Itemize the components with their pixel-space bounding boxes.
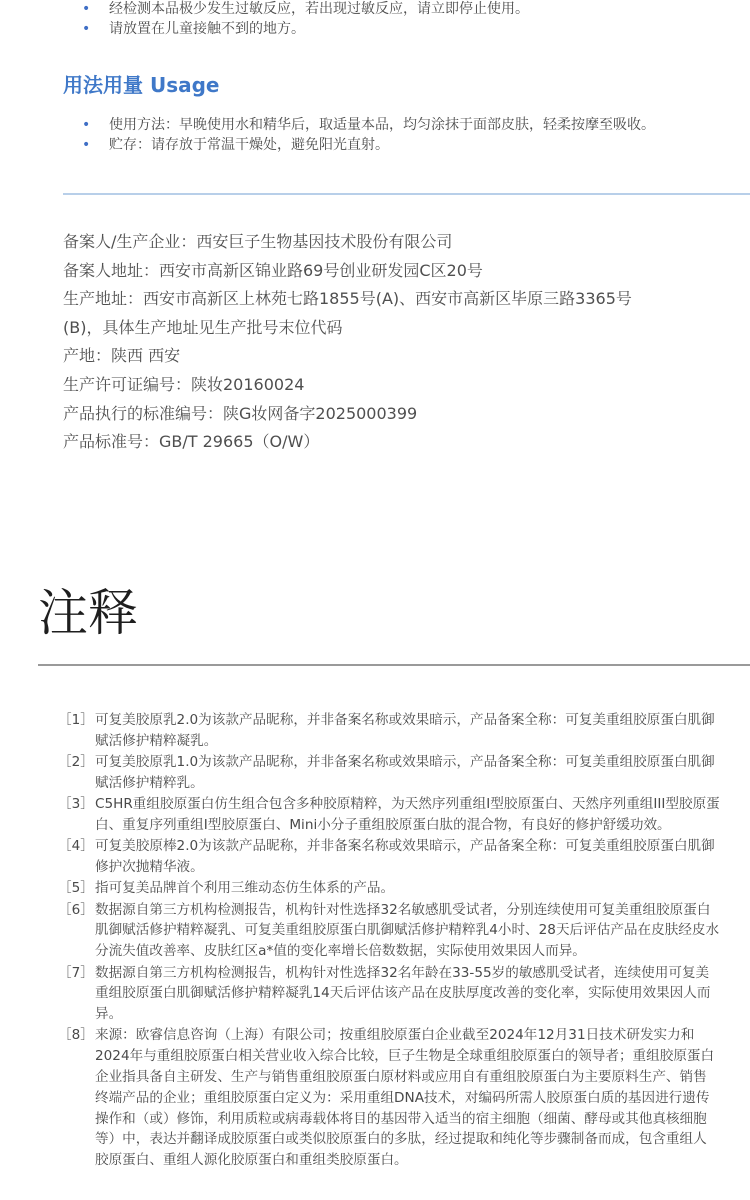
note-item: [58, 836, 720, 878]
note-item: [58, 878, 720, 899]
info-line: (B)，具体生产地址见生产批号末位代码: [63, 317, 343, 337]
note-text: 可复美胶原乳1.0为该款产品昵称，并非备案名称或效果暗示，产品备案全称：可复美重组胶原蛋白肌御赋活修护精粹乳。: [95, 754, 715, 791]
note-text: 可复美胶原乳2.0为该款产品昵称，并非备案名称或效果暗示，产品备案全称：可复美重组胶原蛋白肌御赋活修护精粹凝乳。: [95, 712, 715, 749]
note-number: ［6］: [58, 901, 94, 918]
note-item: [58, 963, 720, 1025]
info-line: 备案人/生产企业：西安巨子生物基因技术股份有限公司: [63, 232, 453, 251]
notes-heading: 注释: [38, 584, 138, 642]
note-text: 数据源自第三方机构检测报告，机构针对性选择32名年龄在33-55岁的敏感肌受试者，连续使用可复美重组胶原蛋白肌御赋活修护精粹凝乳14天后评估该产品在皮肤厚度改善的变化率，实际使用效果因人而异。: [95, 964, 711, 1023]
notes-divider: [38, 664, 750, 666]
note-text: 来源：欧睿信息咨询（上海）有限公司；按重组胶原蛋白企业截至2024年12月31日技术研发实力和2024年与重组胶原蛋白相关营业收入综合比较，巨子生物是全球重组胶原蛋白的领导者；重组胶原蛋白企业指具备自主研发、生产与销售重组胶原蛋白原材料或应用自有重组胶原蛋白为主要原料生产、销售终端产品的企业；重组胶原蛋白定义为：采用重组DNA技术，对编码所需人胶原蛋白质的基因进行遗传操作和（或）修饰，利用质粒或病毒载体将目的基因带入适当的宿主细胞（细菌、酵母或其他真核细胞等）中，表达并翻译成胶原蛋白或类似胶原蛋白的多肽，经过提取和纯化等步骤制备而成，包含重组人胶原蛋白、重组人源化胶原蛋白和重组类胶原蛋白。: [95, 1027, 715, 1169]
product-info: [63, 228, 703, 457]
notes-list: [58, 710, 720, 1172]
note-number: ［8］: [58, 1027, 94, 1044]
info-line: 生产许可证编号：陕妆20160024: [63, 374, 305, 394]
note-number: ［1］: [58, 712, 94, 728]
note-text: 数据源自第三方机构检测报告，机构针对性选择32名敏感肌受试者，分别连续使用可复美重组胶原蛋白肌御赋活修护精粹凝乳、可复美重组胶原蛋白肌御赋活修护精粹乳4小时、28天后评估产品在皮肤经皮水分流失值改善率、皮肤红区a*值的变化率增长倍数数据，实际使用效果因人而异。: [95, 901, 720, 960]
safety-item: • 经检测本品极少发生过敏反应，若出现过敏反应，请立即停止使用。: [82, 0, 529, 19]
note-item: [58, 1025, 720, 1171]
note-number: ［4］: [58, 838, 94, 855]
note-item: [58, 710, 720, 752]
note-text: 可复美胶原棒2.0为该款产品昵称，并非备案名称或效果暗示，产品备案全称：可复美重组胶原蛋白肌御修护次抛精华液。: [95, 838, 715, 876]
info-line: 备案人地址：西安市高新区锦业路69号创业研发园C区20号: [63, 260, 483, 280]
note-number: ［7］: [58, 964, 94, 981]
usage-list: [82, 115, 655, 155]
safety-list: [82, 0, 529, 39]
info-line: 产品执行的标准编号：陕G妆网备字2025000399: [63, 403, 418, 423]
info-line: 生产地址：西安市高新区上林苑七路1855号(A)、西安市高新区毕原三路3365号: [63, 289, 632, 309]
usage-title: 用法用量 Usage: [63, 73, 220, 97]
note-item: [58, 752, 720, 794]
note-item: [58, 900, 720, 962]
usage-item: • 使用方法：早晚使用水和精华后，取适量本品，均匀涂抹于面部皮肤，轻柔按摩至吸收。: [82, 115, 655, 135]
safety-item: • 请放置在儿童接触不到的地方。: [82, 19, 529, 39]
info-line: 产地：陕西 西安: [63, 346, 181, 366]
section-divider: [63, 193, 750, 195]
note-number: ［5］: [58, 880, 94, 897]
usage-item: • 贮存：请存放于常温干燥处，避免阳光直射。: [82, 135, 655, 155]
note-text: 指可复美品牌首个利用三维动态仿生体系的产品。: [95, 880, 395, 897]
info-line: 产品标准号：GB/T 29665（O/W）: [63, 432, 320, 452]
note-number: ［3］: [58, 796, 94, 813]
note-item: [58, 794, 720, 836]
note-text: C5HR重组胶原蛋白仿生组合包含多种胶原精粹，为天然序列重组I型胶原蛋白、天然序列重组III型胶原蛋白、重复序列重组I型胶原蛋白、Mini小分子重组胶原蛋白肽的混合物，有良好的修护舒缓功效。: [95, 796, 720, 833]
note-number: ［2］: [58, 754, 94, 771]
